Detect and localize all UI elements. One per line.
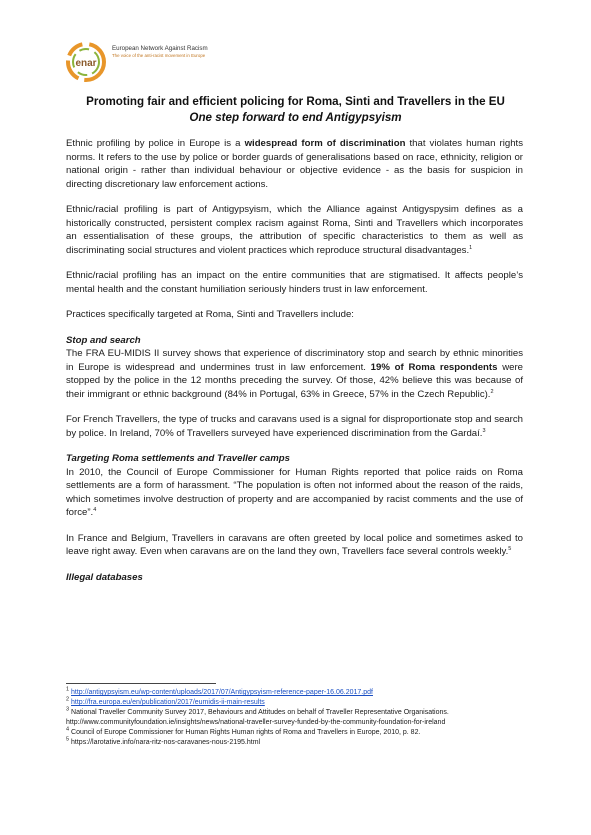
settlements-paragraph-1: In 2010, the Council of Europe Commissioner for Human Rights reported that police raids on Roma settlements are a form of harassment. “The population is often not informed about the reason of the raids, which sometimes involve destruction of property and are accompanied by racist comments and the use of force”.$^4$: [66, 466, 523, 518]
intro-paragraph-3: Ethnic/racial profiling has an impact on the entire communities that are stigmatised. It affects people’s mental health and the constant humiliation seriously hinders trust in law enforcement.: [66, 270, 523, 295]
section-heading-settlements: Targeting Roma settlements and Traveller camps: [66, 453, 290, 464]
footnote-ref: 5: [508, 545, 512, 552]
enar-logo: [64, 40, 208, 84]
footnote-ref: 3: [482, 427, 486, 434]
logo-tagline: The voice of the anti-racist movement in Europe: [112, 53, 206, 58]
footnote-link-1[interactable]: http://antigypsyism.eu/wp-content/uploads/2017/07/Antigypsyism-reference-paper-16.06.2017.pdf: [71, 689, 373, 696]
intro-paragraph-4: Practices specifically targeted at Roma, Sinti and Travellers include:: [66, 309, 354, 320]
footnote-5: $^5$ https://larotative.info/nara-ritz-nos-caravanes-nous-2195.html: [66, 736, 261, 746]
document-title: [0, 94, 591, 126]
footnote-ref: 2: [490, 388, 494, 395]
footnote-ref: 4: [93, 506, 97, 513]
page-title: Promoting fair and efficient policing for Roma, Sinti and Travellers in the EU: [86, 95, 505, 108]
settlements-paragraph-2: In France and Belgium, Travellers in caravans are often greeted by local police and sometimes asked to leave right away. Even when caravans are on the land they own, Travellers face several controls weekly.$^5$: [66, 532, 523, 557]
document-body: [66, 137, 523, 584]
enar-logo-icon: [64, 40, 108, 84]
footnote-3: $^3$ National Traveller Community Survey 2017, Behaviours and Attitudes on behalf of Traveller Representative Organisations. http://www.communityfoundation.ie/insights/news/national-traveller-survey-funded-by-the-community-foundation-for-ireland: [66, 706, 449, 726]
footnotes: [66, 688, 526, 748]
intro-paragraph-1: Ethnic profiling by police in Europe is a widespread form of discrimination that violates human rights norms. It refers to the use by police or border guards of generalisations based on race, ethnicity, religion or national origin - rather than individual behaviour or objective evidence - as the basis for suspicion in directing discretionary law enforcement actions.: [66, 138, 523, 190]
logo-letters: enar: [75, 58, 97, 69]
footnote-2: $^2$ http://fra.europa.eu/en/publication/2017/eumidis-ii-main-results: [66, 696, 265, 706]
stop-paragraph-2: For French Travellers, the type of trucks and caravans used is a signal for disproportionate stop and search by police. In Ireland, 70% of Travellers surveyed have experienced discrimination from the Gardaí.$^3$: [66, 414, 523, 439]
footnote-divider: [66, 683, 216, 684]
logo-name: European Network Against Racism: [112, 45, 208, 52]
stop-paragraph-1: The FRA EU-MIDIS II survey shows that experience of discriminatory stop and search by ethnic minorities in Europe is widespread and undermines trust in law enforcement. 19% of Roma respondents were stopped by the police in the 12 months preceding the survey. Of those, 42% believe this was because of their immigrant or ethnic background (84% in Portugal, 63% in Greece, 57% in the Czech Republic).$^2$: [66, 348, 524, 400]
footnote-4: $^4$ Council of Europe Commissioner for Human Rights Human rights of Roma and Travellers in Europe, 2010, p. 82.: [66, 726, 421, 736]
footnote-1: $^1$ http://antigypsyism.eu/wp-content/uploads/2017/07/Antigypsyism-reference-paper-16.06.2017.pdf: [66, 686, 373, 696]
section-heading-illegal-databases: Illegal databases: [66, 571, 143, 583]
page-subtitle: One step forward to end Antigypsyism: [189, 111, 402, 124]
intro-paragraph-2: Ethnic/racial profiling is part of Antigypsyism, which the Alliance against Antigyspysim defines as a historically constructed, persistent complex racism against Roma, Sinti and Travellers which incorporates an essentialisation of these groups, the attribution of specific characteristics to them as well as discriminating social structures and violent practices which reproduce structural disadvantages.$^1$: [66, 204, 523, 256]
section-heading-stop-and-search: Stop and search: [66, 334, 141, 346]
footnote-link-2[interactable]: http://fra.europa.eu/en/publication/2017/eumidis-ii-main-results: [71, 699, 265, 706]
footnote-ref: 1: [469, 244, 473, 251]
